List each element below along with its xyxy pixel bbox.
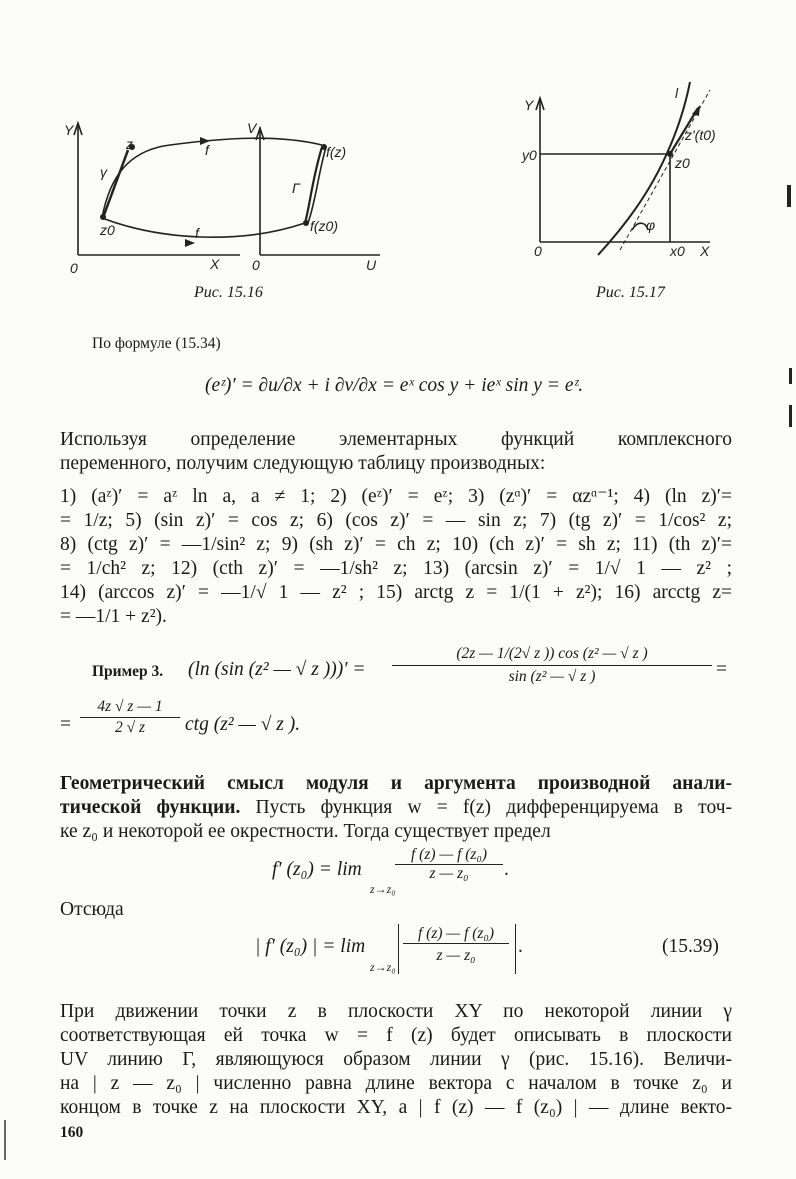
figure-15-16-caption: Рис. 15.16 xyxy=(194,284,263,301)
figure-15-17 xyxy=(520,80,720,270)
curve-Gamma xyxy=(305,147,322,223)
scan-mark xyxy=(789,405,792,427)
fig1-label-0: Y xyxy=(64,122,74,138)
scan-mark xyxy=(789,368,792,384)
paragraph-line: концом в точке z на плоскости XY, а | f (z) — f (z₀) | — длине векто- xyxy=(60,1097,732,1118)
scan-mark xyxy=(4,1120,6,1160)
fig2-label-1: l xyxy=(675,85,679,101)
section-line: ке z₀ и некоторой ее окрестности. Тогда существует предел xyxy=(60,821,551,842)
derivative-table-line: 1) (aᶻ)′ = aᶻ ln a, a ≠ 1; 2) (eᶻ)′ = eᶻ; 3) (zᵅ)′ = αzᵅ⁻¹; 4) (ln z)′= xyxy=(60,486,732,507)
fig2-label-6: 0 xyxy=(534,243,542,259)
example-numerator: (2z — 1/(2√ z )) cos (z² — √ z ) xyxy=(392,645,712,666)
fig2-label-8: X xyxy=(700,243,710,259)
example2-fraction xyxy=(80,698,180,737)
page-number: 160 xyxy=(60,1124,84,1141)
formula-reference: По формуле (15.34) xyxy=(92,335,221,352)
derivative-table-line: = —1/1 + z²). xyxy=(60,606,167,627)
fig2-label-0: Y xyxy=(524,97,534,113)
paragraph-line: При движении точки z в плоскости XY по некоторой линии γ xyxy=(60,1001,732,1022)
curve-f-upper xyxy=(102,138,322,218)
limit-lhs: f′ (z₀) = lim xyxy=(272,859,362,880)
derivative-table-line: 14) (arccos z)′ = —1/√ 1 — z² ; 15) arctg z = 1/(1 + z²); 16) arcctg z= xyxy=(60,582,732,603)
example-label: Пример 3. xyxy=(92,663,164,680)
fig1-label-7: X xyxy=(210,256,220,272)
example2-tail: ctg (z² — √ z ). xyxy=(185,714,301,735)
fig1-label-2: γ xyxy=(100,164,107,180)
fig1-label-5: f xyxy=(195,225,199,241)
limit-subscript: z→z₀ xyxy=(370,882,396,896)
fig1-label-6: 0 xyxy=(70,260,78,276)
formula-derivative-exp: (eᶻ)′ = ∂u/∂x + i ∂v/∂x = eˣ cos y + ieˣ sin y = eᶻ. xyxy=(205,375,584,396)
example-fraction xyxy=(392,645,712,686)
derivative-table-line: = 1/z; 5) (sin z)′ = cos z; 6) (cos z)′ = — sin z; 7) (tg z)′ = 1/cos² z; xyxy=(60,510,732,531)
abs-denominator: z — z₀ xyxy=(436,947,476,964)
vector-gamma xyxy=(104,150,128,215)
abs-subscript: z→z₀ xyxy=(370,960,396,974)
example-denominator: sin (z² — √ z ) xyxy=(508,668,596,685)
point-f-z0 xyxy=(303,220,309,226)
example2-numerator: 4z √ z — 1 xyxy=(80,698,180,718)
fig1-label-12: 0 xyxy=(252,257,260,273)
paragraph-line: переменного, получим следующую таблицу производных: xyxy=(60,453,546,474)
limit-period: . xyxy=(504,859,509,880)
derivative-table-line: 8) (ctg z)′ = —1/sin² z; 9) (sh z)′ = ch z; 10) (ch z)′ = sh z; 11) (th z)′= xyxy=(60,534,732,555)
paragraph-line: Используя определение элементарных функций комплексного xyxy=(60,429,732,450)
section-intro: Пусть функция w = f(z) дифференцируема в точ- xyxy=(240,797,732,818)
equation-number: (15.39) xyxy=(662,936,719,957)
section-heading-text: Геометрический смысл модуля и аргумента производной анали- xyxy=(60,773,732,794)
fig2-label-2: z'(t0) xyxy=(685,127,716,143)
fig1-label-10: Γ xyxy=(292,180,300,196)
figure-15-17-caption: Рис. 15.17 xyxy=(596,284,665,301)
fig1-label-3: f xyxy=(205,142,209,158)
fig1-label-8: V xyxy=(247,120,257,136)
derivative-table-line: = 1/ch² z; 12) (cth z)′ = —1/sh² z; 13) (arcsin z)′ = 1/√ 1 — z² ; xyxy=(60,558,732,579)
fig1-label-1: z xyxy=(126,136,133,152)
limit-fraction xyxy=(395,846,503,883)
fig2-label-3: y0 xyxy=(522,147,537,163)
fig2-label-4: z0 xyxy=(675,155,690,171)
fig1-label-4: z0 xyxy=(100,222,115,238)
fig1-label-13: U xyxy=(366,257,377,273)
abs-period: . xyxy=(518,936,523,957)
fig2-label-5: φ xyxy=(646,217,656,233)
point-z0 xyxy=(100,214,106,220)
curve-f-lower xyxy=(102,218,305,237)
figure-15-16 xyxy=(60,105,390,280)
paragraph-line: UV линию Γ, являющуюся образом линии γ (рис. 15.16). Величи- xyxy=(60,1049,732,1070)
point-z0 xyxy=(667,151,673,157)
abs-numerator: f (z) — f (z₀) xyxy=(403,925,509,944)
limit-denominator: z — z₀ xyxy=(429,865,469,882)
section-heading xyxy=(60,772,732,796)
abs-fraction xyxy=(403,925,509,965)
paragraph-line: соответствующая ей точка w = f (z) будет описывать в плоскости xyxy=(60,1025,732,1046)
arrow-f-lower xyxy=(185,239,195,247)
paragraph-line: на | z — z₀ | численно равна длине вектора с началом в точке z₀ и xyxy=(60,1073,732,1094)
section-heading-line-2 xyxy=(60,796,732,820)
example-equals: = xyxy=(716,659,727,680)
example2-denominator: 2 √ z xyxy=(114,719,146,736)
fig1-label-11: f(z0) xyxy=(310,218,338,234)
fig1-label-9: f(z) xyxy=(326,144,347,160)
curve-Gamma-outer xyxy=(308,147,326,223)
example2-equals: = xyxy=(60,714,71,735)
example-lhs: (ln (sin (z² — √ z )))′ = xyxy=(188,659,366,680)
hence-label: Отсюда xyxy=(60,899,124,920)
fig2-label-7: x0 xyxy=(670,243,685,259)
scan-mark xyxy=(787,185,791,207)
abs-lhs: | f′ (z₀) | = lim xyxy=(255,936,366,957)
limit-numerator: f (z) — f (z₀) xyxy=(395,846,503,865)
section-heading-text-2: тической функции. xyxy=(60,797,241,818)
